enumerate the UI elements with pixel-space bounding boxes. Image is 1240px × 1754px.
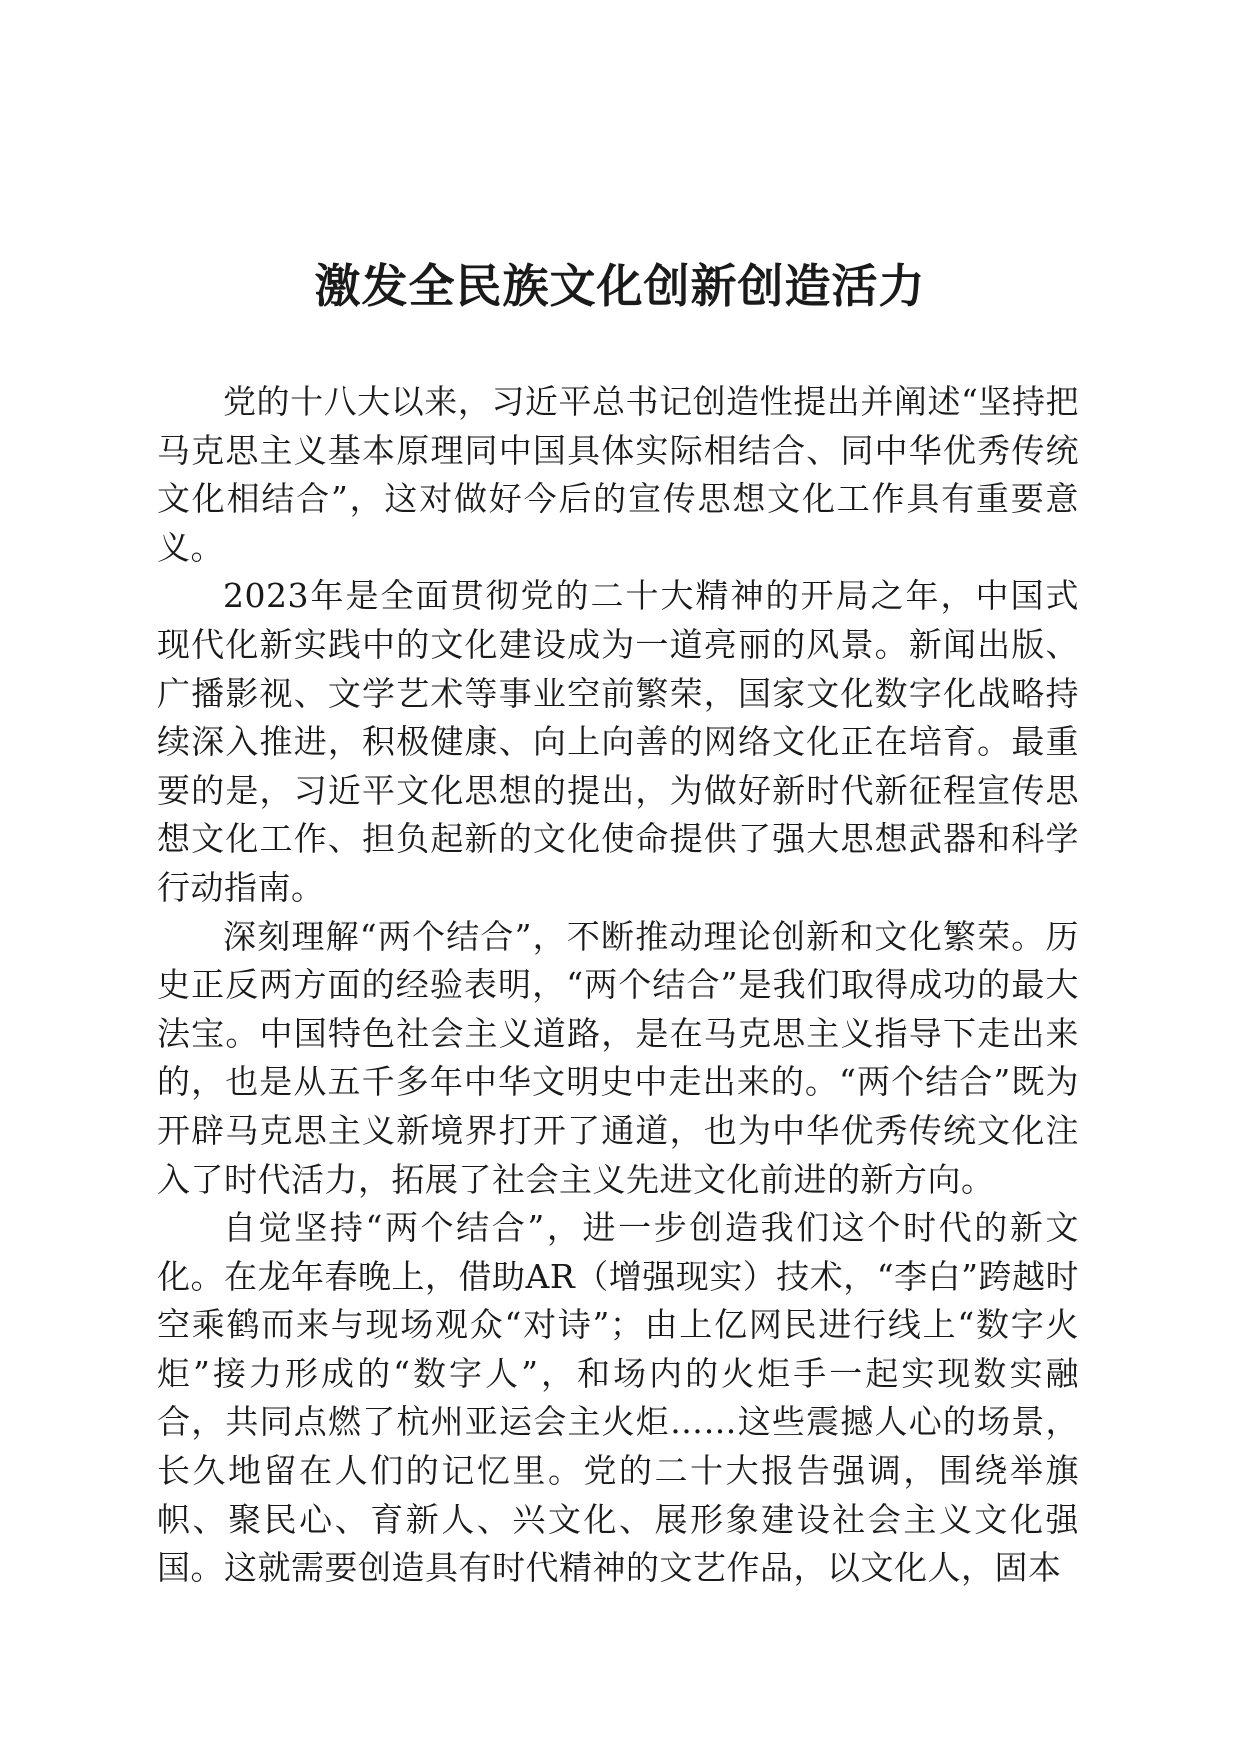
document-body: [157, 378, 1079, 1593]
paragraph-3: 深刻理解“两个结合”，不断推动理论创新和文化繁荣。历史正反两方面的经验表明，“两个结合”是我们取得成功的最大法宝。中国特色社会主义道路，是在马克思主义指导下走出来的，也是从五千多年中华文明史中走出来的。“两个结合”既为开辟马克思主义新境界打开了通道，也为中华优秀传统文化注入了时代活力，拓展了社会主义先进文化前进的新方向。: [157, 916, 1079, 1199]
paragraph-4: 自觉坚持“两个结合”，进一步创造我们这个时代的新文化。在龙年春晚上，借助AR（增强现实）技术，“李白”跨越时空乘鹤而来与现场观众“对诗”；由上亿网民进行线上“数字火炬”接力形成的“数字人”，和场内的火炬手一起实现数实融合，共同点燃了杭州亚运会主火炬……这些震撼人心的场景，长久地留在人们的记忆里。党的二十大报告强调，围绕举旗帜、聚民心、育新人、兴文化、展形象建设社会主义文化强国。这就需要创造具有时代精神的文艺作品，以文化人，固本: [157, 1208, 1079, 1588]
paragraph-1: 党的十八大以来，习近平总书记创造性提出并阐述“坚持把马克思主义基本原理同中国具体实际相结合、同中华优秀传统文化相结合”，这对做好今后的宣传思想文化工作具有重要意义。: [157, 382, 1079, 567]
document-title: 激发全民族文化创新创造活力: [314, 259, 926, 313]
paragraph-2: 2023年是全面贯彻党的二十大精神的开局之年，中国式现代化新实践中的文化建设成为一道亮丽的风景。新闻出版、广播影视、文学艺术等事业空前繁荣，国家文化数字化战略持续深入推进，积极健康、向上向善的网络文化正在培育。最重要的是，习近平文化思想的提出，为做好新时代新征程宣传思想文化工作、担负起新的文化使命提供了强大思想武器和科学行动指南。: [157, 576, 1079, 907]
